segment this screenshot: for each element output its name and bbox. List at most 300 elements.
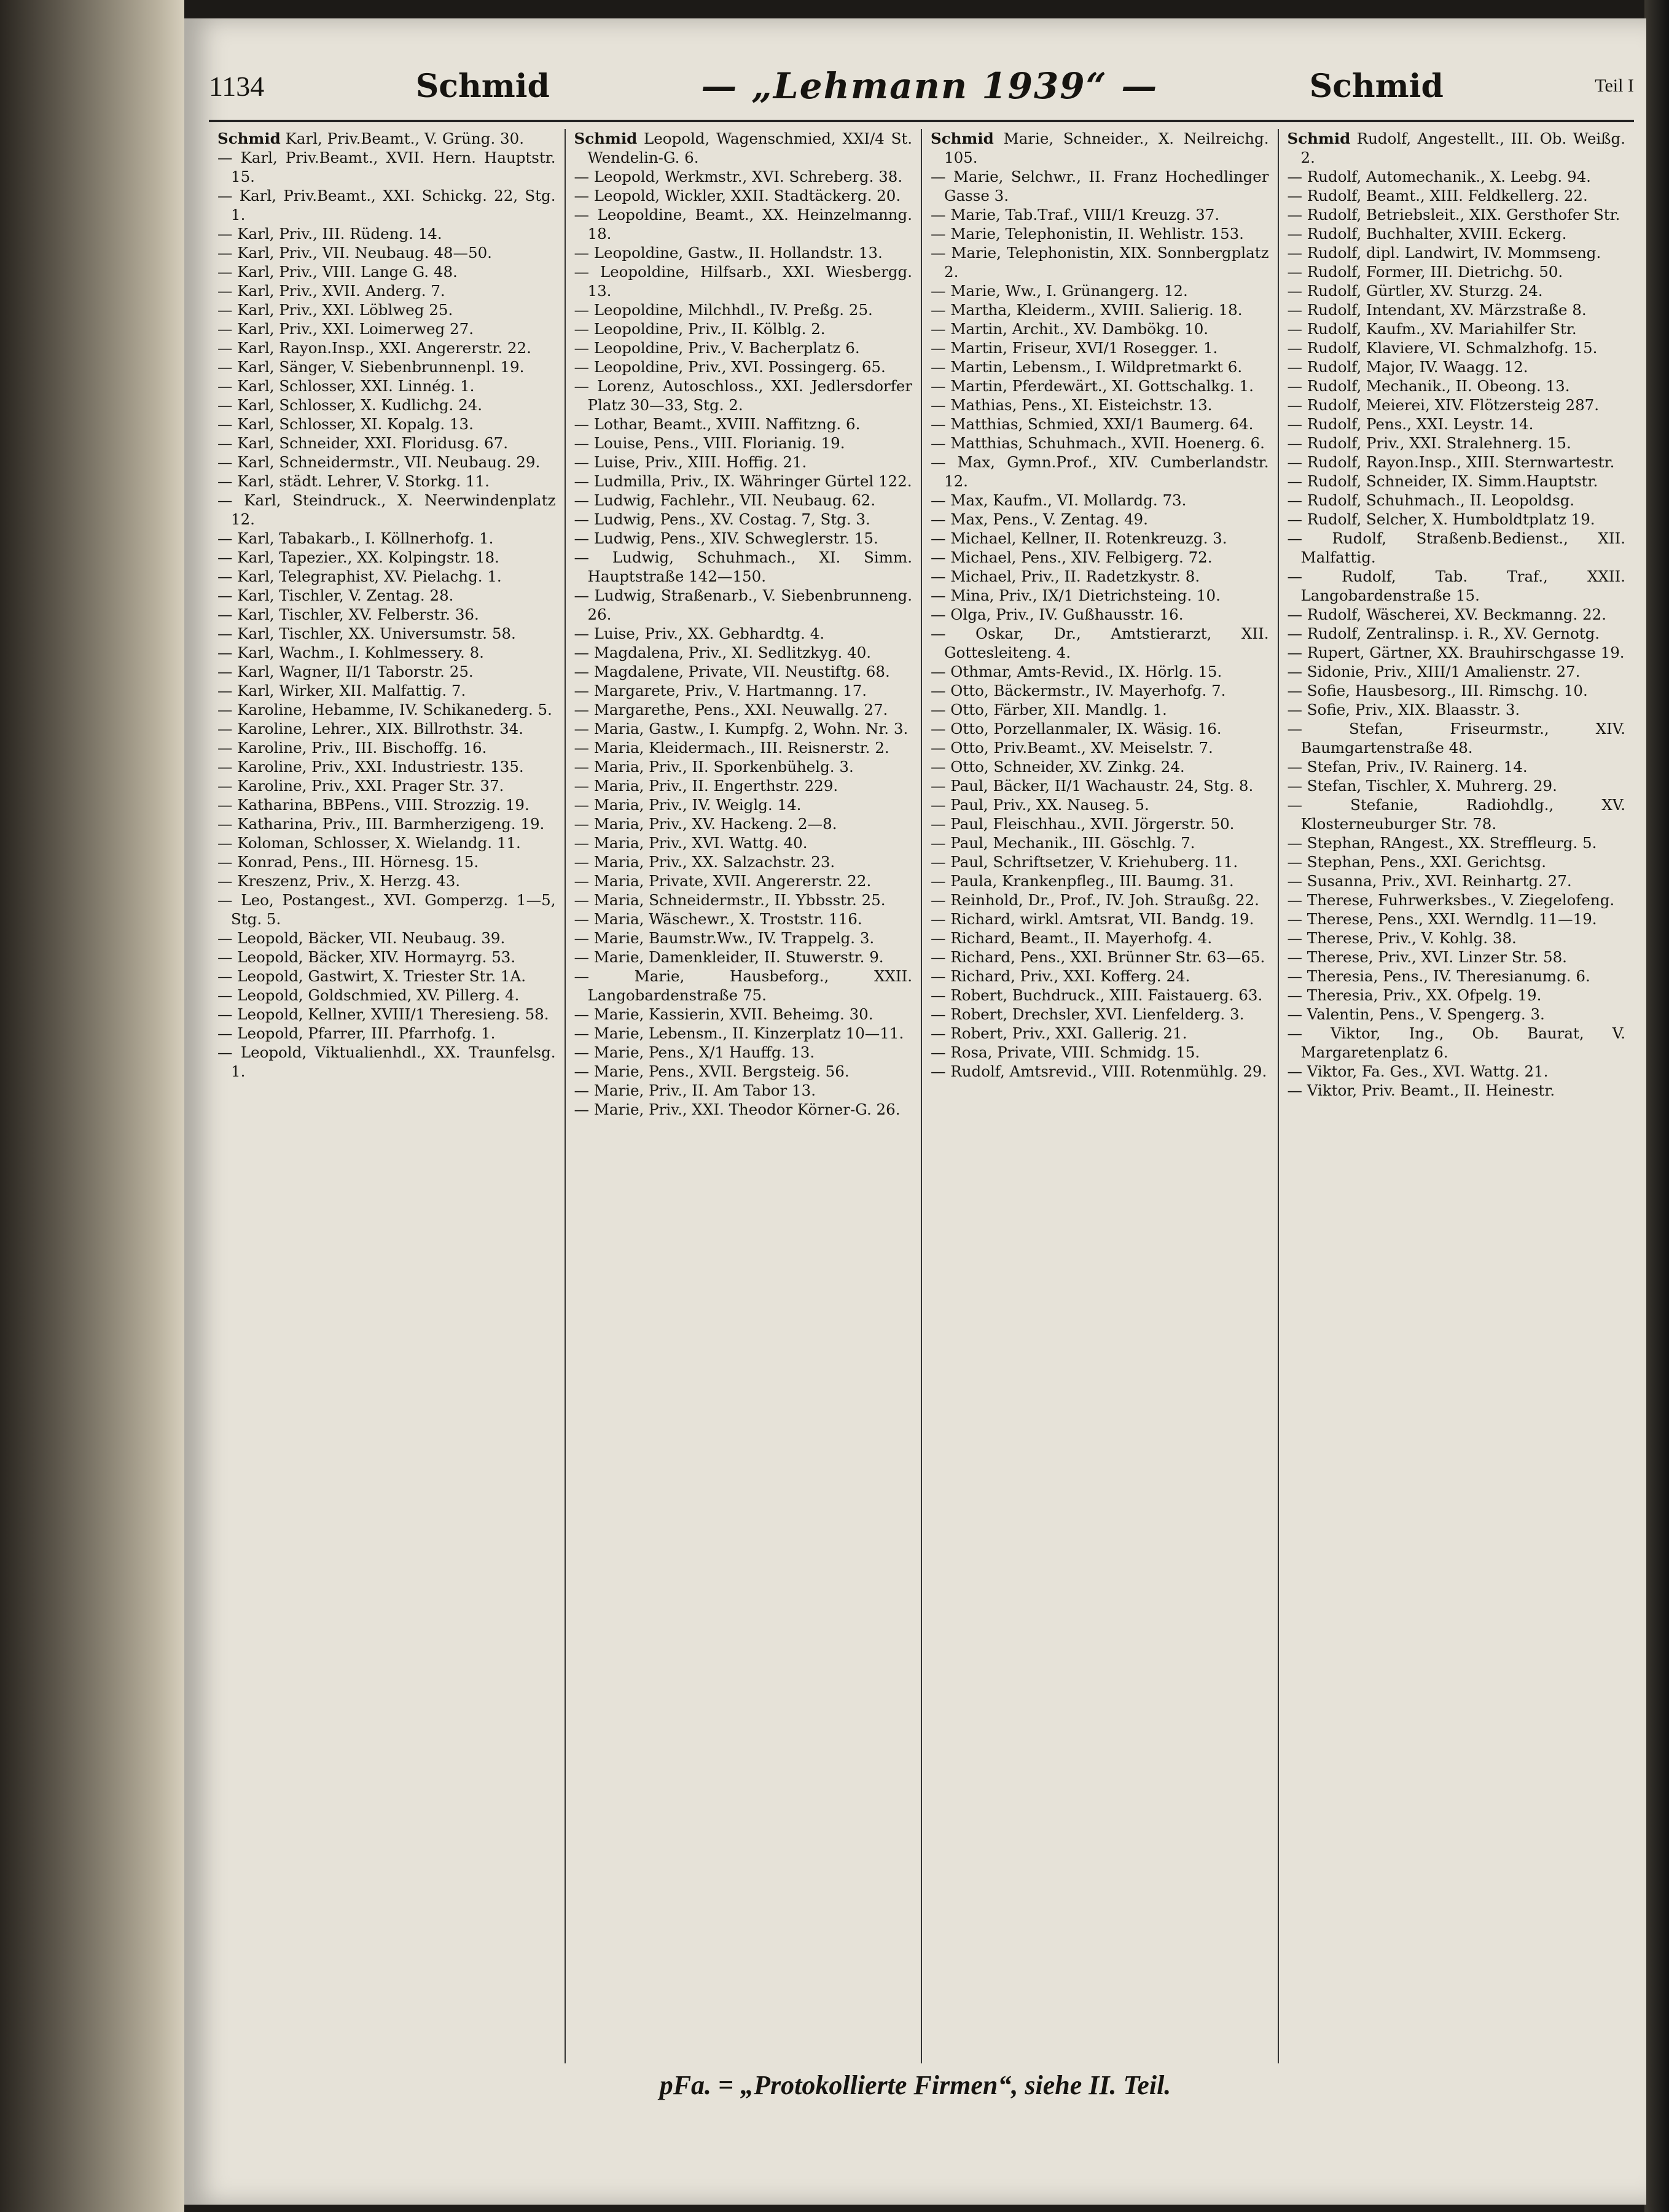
entry-text: — Karl, Rayon.Insp., XXI. Angererstr. 22. bbox=[217, 339, 531, 357]
directory-entry bbox=[931, 700, 1269, 719]
directory-entry bbox=[574, 434, 913, 453]
directory-entry bbox=[217, 491, 556, 529]
entry-text: — Martin, Friseur, XVI/1 Rosegger. 1. bbox=[931, 339, 1218, 357]
entry-text: — Rudolf, Mechanik., II. Obeong. 13. bbox=[1287, 377, 1570, 395]
entry-text: — Leopold, Bäcker, XIV. Hormayrg. 53. bbox=[217, 948, 516, 966]
directory-entry bbox=[217, 833, 556, 852]
directory-entry bbox=[574, 491, 913, 510]
directory-entry bbox=[1288, 319, 1626, 338]
directory-entry bbox=[931, 434, 1269, 453]
directory-entry bbox=[931, 624, 1269, 662]
entry-text: — Rudolf, Priv., XXI. Stralehnerg. 15. bbox=[1287, 434, 1571, 452]
directory-entry bbox=[1288, 948, 1626, 967]
entry-text: — Paul, Bäcker, II/1 Wachaustr. 24, Stg. 8. bbox=[931, 777, 1254, 795]
entry-text: — Richard, Beamt., II. Mayerhofg. 4. bbox=[931, 929, 1213, 947]
entry-text: — Otto, Schneider, XV. Zinkg. 24. bbox=[931, 758, 1185, 776]
directory-entry bbox=[931, 376, 1269, 395]
directory-entry bbox=[931, 757, 1269, 776]
entry-text: — Viktor, Fa. Ges., XVI. Wattg. 21. bbox=[1287, 1062, 1549, 1080]
entry-text: — Karl, Telegraphist, XV. Pielachg. 1. bbox=[217, 567, 502, 585]
directory-entry bbox=[574, 738, 913, 757]
directory-entry bbox=[217, 1043, 556, 1081]
directory-entry bbox=[574, 643, 913, 662]
directory-entry bbox=[931, 167, 1269, 205]
directory-entry bbox=[574, 205, 913, 243]
directory-entry bbox=[217, 986, 556, 1005]
entry-text: — Ludwig, Pens., XIV. Schweglerstr. 15. bbox=[574, 529, 878, 547]
entry-text: — Leopoldine, Gastw., II. Hollandstr. 13. bbox=[574, 244, 883, 262]
directory-entry bbox=[1288, 719, 1626, 757]
entry-text: — Karl, Tabakarb., I. Köllnerhofg. 1. bbox=[217, 529, 494, 547]
entry-text: — Leopoldine, Priv., V. Bacherplatz 6. bbox=[574, 339, 860, 357]
entry-text: — Rudolf, Amtsrevid., VIII. Rotenmühlg. 29. bbox=[931, 1062, 1267, 1080]
entry-text: — Katharina, BBPens., VIII. Strozzig. 19. bbox=[217, 796, 530, 814]
directory-entry bbox=[1288, 776, 1626, 795]
directory-entry bbox=[931, 1062, 1269, 1081]
directory-entry bbox=[217, 357, 556, 376]
entry-text: — Karl, Schneidermstr., VII. Neubaug. 29. bbox=[217, 453, 541, 471]
entry-text: — Maria, Priv., II. Engerthstr. 229. bbox=[574, 777, 838, 795]
directory-entry bbox=[1288, 929, 1626, 948]
directory-entry bbox=[217, 395, 556, 415]
directory-entry bbox=[931, 890, 1269, 909]
entry-text: — Luise, Priv., XX. Gebhardtg. 4. bbox=[574, 625, 825, 642]
directory-entry bbox=[217, 643, 556, 662]
directory-entry bbox=[1288, 567, 1626, 605]
directory-entry bbox=[1288, 434, 1626, 453]
directory-entry bbox=[217, 852, 556, 871]
entry-text: — Magdalene, Private, VII. Neustiftg. 68. bbox=[574, 663, 890, 680]
entry-text: — Marie, Selchwr., II. Franz Hochedlinger Gasse 3. bbox=[931, 168, 1269, 204]
entry-text: — Valentin, Pens., V. Spengerg. 3. bbox=[1287, 1005, 1545, 1023]
directory-entry bbox=[931, 205, 1269, 224]
entry-text: — Maria, Priv., XVI. Wattg. 40. bbox=[574, 834, 808, 852]
book-spine bbox=[0, 0, 184, 2212]
directory-entry bbox=[574, 338, 913, 357]
directory-entry bbox=[574, 890, 913, 909]
directory-entry bbox=[574, 662, 913, 681]
entry-text: — Paula, Krankenpfleg., III. Baumg. 31. bbox=[931, 872, 1234, 890]
directory-entry bbox=[217, 472, 556, 491]
directory-entry bbox=[1288, 262, 1626, 281]
entry-text: — Marie, Priv., II. Am Tabor 13. bbox=[574, 1081, 816, 1099]
entry-text: — Ludwig, Schuhmach., XI. Simm. Hauptstraße 142—150. bbox=[574, 548, 912, 585]
entry-text: — Rudolf, Beamt., XIII. Feldkellerg. 22. bbox=[1287, 187, 1588, 204]
directory-entry bbox=[217, 757, 556, 776]
entry-text: — Paul, Fleischhau., XVII. Jörgerstr. 50. bbox=[931, 815, 1235, 833]
directory-entry bbox=[1288, 281, 1626, 300]
entry-text: — Therese, Pens., XXI. Werndlg. 11—19. bbox=[1287, 910, 1597, 928]
entry-text: — Rudolf, Straßenb.Bedienst., XII. Malfattig. bbox=[1287, 529, 1625, 566]
directory-entry bbox=[931, 529, 1269, 548]
directory-entry bbox=[574, 681, 913, 700]
entry-text: — Marie, Pens., XVII. Bergsteig. 56. bbox=[574, 1062, 850, 1080]
entry-text: — Marie, Kassierin, XVII. Beheimg. 30. bbox=[574, 1005, 874, 1023]
directory-entry bbox=[931, 395, 1269, 415]
directory-entry bbox=[931, 510, 1269, 529]
directory-entry bbox=[574, 472, 913, 491]
entry-text: — Otto, Porzellanmaler, IX. Wäsig. 16. bbox=[931, 720, 1222, 738]
entry-text: — Otto, Färber, XII. Mandlg. 1. bbox=[931, 701, 1167, 719]
directory-entry bbox=[217, 262, 556, 281]
directory-entry bbox=[574, 795, 913, 814]
entry-text: — Maria, Priv., IV. Weiglg. 14. bbox=[574, 796, 802, 814]
entry-text: — Rudolf, Buchhalter, XVIII. Eckerg. bbox=[1287, 225, 1567, 243]
entry-text: — Leopoldine, Hilfsarb., XXI. Wiesbergg. 13. bbox=[574, 263, 912, 300]
directory-entry bbox=[1288, 986, 1626, 1005]
directory-entry bbox=[1288, 967, 1626, 986]
entry-text: — Marie, Baumstr.Ww., IV. Trappelg. 3. bbox=[574, 929, 875, 947]
directory-entry bbox=[574, 548, 913, 586]
directory-entry bbox=[931, 852, 1269, 871]
entry-text: — Leo, Postangest., XVI. Gomperzg. 1—5, Stg. 5. bbox=[217, 891, 556, 928]
directory-entry bbox=[217, 567, 556, 586]
entry-text: Leopold, Wagenschmied, XXI/4 St. Wendelin-G. 6. bbox=[587, 130, 912, 166]
directory-entry bbox=[217, 719, 556, 738]
running-head-left: Schmid bbox=[415, 67, 550, 105]
entry-text: — Koloman, Schlosser, X. Wielandg. 11. bbox=[217, 834, 521, 852]
entry-text: — Paul, Mechanik., III. Göschlg. 7. bbox=[931, 834, 1195, 852]
directory-entry bbox=[1288, 300, 1626, 319]
entry-text: — Lorenz, Autoschloss., XXI. Jedlersdorfer Platz 30—33, Stg. 2. bbox=[574, 377, 912, 414]
column-3 bbox=[922, 129, 1279, 2063]
directory-entry bbox=[217, 795, 556, 814]
entry-text: — Maria, Private, XVII. Angererstr. 22. bbox=[574, 872, 872, 890]
entry-text: — Karl, Tischler, V. Zentag. 28. bbox=[217, 586, 454, 604]
entry-text: — Leopold, Gastwirt, X. Triester Str. 1A. bbox=[217, 967, 526, 985]
entry-text: — Kreszenz, Priv., X. Herzg. 43. bbox=[217, 872, 461, 890]
entry-text: — Leopold, Viktualienhdl., XX. Traunfelsg. 1. bbox=[217, 1043, 556, 1080]
entry-text: — Luise, Priv., XIII. Hoffig. 21. bbox=[574, 453, 807, 471]
entry-text: — Rudolf, Rayon.Insp., XIII. Sternwartestr. bbox=[1287, 453, 1615, 471]
directory-entry bbox=[1288, 852, 1626, 871]
entry-text: — Marie, Pens., X/1 Hauffg. 13. bbox=[574, 1043, 815, 1061]
directory-entry bbox=[217, 624, 556, 643]
directory-entry bbox=[1288, 453, 1626, 472]
entry-text: — Maria, Kleidermach., III. Reisnerstr. 2. bbox=[574, 739, 889, 757]
entry-text: — Katharina, Priv., III. Barmherzigeng. 19. bbox=[217, 815, 545, 833]
directory-entry bbox=[1288, 510, 1626, 529]
entry-text: — Rudolf, Zentralinsp. i. R., XV. Gernotg. bbox=[1287, 625, 1600, 642]
entry-text: — Marie, Telephonistin, II. Wehlistr. 153. bbox=[931, 225, 1244, 243]
entry-text: — Stefan, Priv., IV. Rainerg. 14. bbox=[1287, 758, 1528, 776]
entry-text: Rudolf, Angestellt., III. Ob. Weißg. 2. bbox=[1300, 130, 1625, 166]
entry-text: — Leopoldine, Beamt., XX. Heinzelmanng. 18. bbox=[574, 206, 912, 243]
entry-text: — Karl, Schneider, XXI. Floridusg. 67. bbox=[217, 434, 509, 452]
directory-entry bbox=[574, 776, 913, 795]
entry-text: — Rudolf, Former, III. Dietrichg. 50. bbox=[1287, 263, 1563, 281]
directory-entry bbox=[1288, 529, 1626, 567]
page-number: 1134 bbox=[209, 70, 265, 102]
page-header bbox=[209, 61, 1634, 111]
entry-text: — Karl, Priv., III. Rüdeng. 14. bbox=[217, 225, 442, 243]
entry-text: — Michael, Pens., XIV. Felbigerg. 72. bbox=[931, 548, 1213, 566]
entry-text: — Leopoldine, Priv., II. Kölblg. 2. bbox=[574, 320, 826, 338]
entry-text: — Rudolf, Pens., XXI. Leystr. 14. bbox=[1287, 415, 1534, 433]
directory-entry bbox=[1288, 624, 1626, 643]
entry-text: — Karoline, Lehrer., XIX. Billrothstr. 34. bbox=[217, 720, 524, 738]
directory-entry bbox=[1288, 833, 1626, 852]
entry-text: — Karl, Wagner, II/1 Taborstr. 25. bbox=[217, 663, 474, 680]
directory-entry bbox=[574, 510, 913, 529]
entry-text: — Karl, Steindruck., X. Neerwindenplatz 12. bbox=[217, 491, 556, 528]
directory-entry bbox=[217, 148, 556, 186]
entry-text: — Leopold, Wickler, XXII. Stadtäckerg. 20. bbox=[574, 187, 901, 204]
directory-entry bbox=[217, 243, 556, 262]
directory-entry bbox=[574, 1005, 913, 1024]
directory-entry bbox=[931, 357, 1269, 376]
directory-entry bbox=[1288, 338, 1626, 357]
directory-entry bbox=[574, 967, 913, 1005]
directory-entry bbox=[931, 586, 1269, 605]
directory-entry bbox=[217, 814, 556, 833]
directory-entry bbox=[931, 681, 1269, 700]
entry-text: — Ludmilla, Priv., IX. Währinger Gürtel 122. bbox=[574, 472, 912, 490]
entry-text: — Rudolf, Selcher, X. Humboldtplatz 19. bbox=[1287, 510, 1595, 528]
entry-text: — Sidonie, Priv., XIII/1 Amalienstr. 27. bbox=[1287, 663, 1581, 680]
directory-entry bbox=[931, 491, 1269, 510]
entry-text: — Karoline, Priv., XXI. Prager Str. 37. bbox=[217, 777, 504, 795]
directory-entry bbox=[574, 814, 913, 833]
entry-text: — Theresia, Pens., IV. Theresianumg. 6. bbox=[1287, 967, 1590, 985]
directory-entry bbox=[217, 129, 556, 148]
directory-entry bbox=[217, 415, 556, 434]
directory-entry bbox=[931, 776, 1269, 795]
directory-entry bbox=[1288, 491, 1626, 510]
directory-entry bbox=[574, 1081, 913, 1100]
footer-note: pFa. = „Protokollierte Firmen“, siehe II. Teil. bbox=[659, 2070, 1171, 2100]
directory-entry bbox=[931, 967, 1269, 986]
entry-text: — Leopoldine, Priv., XVI. Possingerg. 65. bbox=[574, 358, 886, 376]
entry-text: — Matthias, Schuhmach., XVII. Hoenerg. 6. bbox=[931, 434, 1265, 452]
entry-text: — Karl, Schlosser, XI. Kopalg. 13. bbox=[217, 415, 474, 433]
directory-entry bbox=[574, 262, 913, 300]
directory-entry bbox=[1288, 700, 1626, 719]
entry-text: — Karl, Priv.Beamt., XVII. Hern. Hauptstr. 15. bbox=[217, 149, 556, 185]
entry-text: — Karoline, Priv., III. Bischoffg. 16. bbox=[217, 739, 487, 757]
entry-text: — Louise, Pens., VIII. Florianig. 19. bbox=[574, 434, 845, 452]
entry-text: — Ludwig, Fachlehr., VII. Neubaug. 62. bbox=[574, 491, 876, 509]
column-1 bbox=[209, 129, 566, 2063]
entry-text: — Karoline, Hebamme, IV. Schikanederg. 5. bbox=[217, 701, 552, 719]
entry-text: — Stefan, Friseurmstr., XIV. Baumgartenstraße 48. bbox=[1287, 720, 1625, 757]
entry-text: — Leopold, Werkmstr., XVI. Schreberg. 38. bbox=[574, 168, 903, 185]
entry-text: — Marie, Ww., I. Grünangerg. 12. bbox=[931, 282, 1188, 300]
directory-entry bbox=[931, 548, 1269, 567]
directory-entry bbox=[931, 662, 1269, 681]
entry-text: — Maria, Priv., II. Sporkenbühelg. 3. bbox=[574, 758, 854, 776]
entry-text: — Michael, Priv., II. Radetzkystr. 8. bbox=[931, 567, 1200, 585]
entry-text: — Martin, Lebensm., I. Wildpretmarkt 6. bbox=[931, 358, 1243, 376]
directory-entry bbox=[574, 1024, 913, 1043]
directory-entry bbox=[574, 1100, 913, 1119]
entry-text: — Rudolf, Betriebsleit., XIX. Gersthofer Str. bbox=[1287, 206, 1620, 224]
entry-text: — Lothar, Beamt., XVIII. Naffitzng. 6. bbox=[574, 415, 861, 433]
directory-entry bbox=[1288, 1062, 1626, 1081]
directory-entry bbox=[217, 319, 556, 338]
entry-text: — Karl, Wachm., I. Kohlmessery. 8. bbox=[217, 644, 484, 661]
directory-entry bbox=[574, 1062, 913, 1081]
directory-entry bbox=[931, 453, 1269, 491]
directory-entry bbox=[931, 738, 1269, 757]
directory-entry bbox=[1288, 1081, 1626, 1100]
entry-text: — Rudolf, Klaviere, VI. Schmalzhofg. 15. bbox=[1287, 339, 1598, 357]
directory-entry bbox=[931, 415, 1269, 434]
directory-entry bbox=[1288, 357, 1626, 376]
column-2 bbox=[566, 129, 923, 2063]
directory-entry bbox=[574, 624, 913, 643]
entry-text: — Therese, Fuhrwerksbes., V. Ziegelofeng. bbox=[1287, 891, 1615, 909]
entry-text: — Karl, Schlosser, XXI. Linnég. 1. bbox=[217, 377, 475, 395]
entry-text: — Marie, Telephonistin, XIX. Sonnbergplatz 2. bbox=[931, 244, 1269, 281]
directory-entry bbox=[574, 357, 913, 376]
entry-text: — Karl, Priv., XXI. Löblweg 25. bbox=[217, 301, 453, 319]
entry-text: — Otto, Bäckermstr., IV. Mayerhofg. 7. bbox=[931, 682, 1226, 699]
entry-text: — Paul, Schriftsetzer, V. Kriehuberg. 11. bbox=[931, 853, 1238, 871]
entry-surname: Schmid bbox=[1287, 130, 1351, 147]
directory-entry bbox=[931, 814, 1269, 833]
directory-entry bbox=[217, 338, 556, 357]
directory-entry bbox=[1288, 376, 1626, 395]
entry-text: — Marie, Hausbeforg., XXII. Langobardenstraße 75. bbox=[574, 967, 912, 1004]
entry-text: — Karoline, Priv., XXI. Industriestr. 135. bbox=[217, 758, 524, 776]
directory-entry bbox=[217, 224, 556, 243]
entry-text: — Paul, Priv., XX. Nauseg. 5. bbox=[931, 796, 1149, 814]
entry-text: — Magdalena, Priv., XI. Sedlitzkyg. 40. bbox=[574, 644, 872, 661]
entry-text: — Martha, Kleiderm., XVIII. Salierig. 18. bbox=[931, 301, 1243, 319]
directory-entry bbox=[931, 319, 1269, 338]
directory-entry bbox=[1288, 871, 1626, 890]
directory-entry bbox=[217, 376, 556, 395]
directory-entry bbox=[217, 890, 556, 929]
entry-text: — Viktor, Priv. Beamt., II. Heinestr. bbox=[1287, 1081, 1555, 1099]
entry-columns bbox=[209, 129, 1634, 2063]
entry-text: — Marie, Lebensm., II. Kinzerplatz 10—11. bbox=[574, 1024, 904, 1042]
entry-text: — Oskar, Dr., Amtstierarzt, XII. Gottesleiteng. 4. bbox=[931, 625, 1269, 661]
directory-entry bbox=[1288, 205, 1626, 224]
directory-entry bbox=[574, 909, 913, 929]
directory-entry bbox=[574, 453, 913, 472]
directory-entry bbox=[1288, 643, 1626, 662]
directory-entry bbox=[931, 833, 1269, 852]
directory-entry bbox=[1288, 395, 1626, 415]
directory-entry bbox=[931, 986, 1269, 1005]
entry-text: — Karl, Wirker, XII. Malfattig. 7. bbox=[217, 682, 466, 699]
entry-text: — Sofie, Hausbesorg., III. Rimschg. 10. bbox=[1287, 682, 1588, 699]
entry-text: — Rudolf, Wäscherei, XV. Beckmanng. 22. bbox=[1287, 606, 1607, 623]
directory-entry bbox=[217, 776, 556, 795]
entry-text: — Karl, Tischler, XV. Felberstr. 36. bbox=[217, 606, 479, 623]
directory-entry bbox=[931, 871, 1269, 890]
directory-entry bbox=[574, 871, 913, 890]
directory-entry bbox=[931, 909, 1269, 929]
entry-text: — Maria, Wäschewr., X. Troststr. 116. bbox=[574, 910, 862, 928]
directory-entry bbox=[574, 243, 913, 262]
directory-entry bbox=[217, 1024, 556, 1043]
entry-text: — Maria, Gastw., I. Kumpfg. 2, Wohn. Nr. 3. bbox=[574, 720, 909, 738]
part-label: Teil I bbox=[1595, 76, 1634, 96]
directory-page bbox=[184, 18, 1646, 2205]
entry-text: — Rudolf, Schneider, IX. Simm.Hauptstr. bbox=[1287, 472, 1598, 490]
directory-entry bbox=[217, 948, 556, 967]
directory-entry bbox=[931, 1024, 1269, 1043]
directory-entry bbox=[1288, 757, 1626, 776]
directory-entry bbox=[217, 871, 556, 890]
directory-entry bbox=[574, 719, 913, 738]
directory-entry bbox=[931, 795, 1269, 814]
directory-entry bbox=[217, 186, 556, 224]
entry-text: — Leopold, Goldschmied, XV. Pillerg. 4. bbox=[217, 986, 520, 1004]
directory-entry bbox=[931, 1043, 1269, 1062]
directory-entry bbox=[217, 929, 556, 948]
entry-text: — Robert, Drechsler, XVI. Lienfelderg. 3. bbox=[931, 1005, 1245, 1023]
directory-entry bbox=[1288, 415, 1626, 434]
entry-text: — Stephan, RAngest., XX. Streffleurg. 5. bbox=[1287, 834, 1597, 852]
directory-entry bbox=[217, 662, 556, 681]
entry-text: — Maria, Priv., XX. Salzachstr. 23. bbox=[574, 853, 835, 871]
entry-text: — Max, Pens., V. Zentag. 49. bbox=[931, 510, 1148, 528]
directory-entry bbox=[931, 338, 1269, 357]
entry-text: — Rosa, Private, VIII. Schmidg. 15. bbox=[931, 1043, 1200, 1061]
directory-entry bbox=[574, 376, 913, 415]
entry-text: — Margarethe, Pens., XXI. Neuwallg. 27. bbox=[574, 701, 888, 719]
directory-entry bbox=[1288, 1005, 1626, 1024]
entry-text: — Max, Kaufm., VI. Mollardg. 73. bbox=[931, 491, 1187, 509]
directory-entry bbox=[217, 529, 556, 548]
directory-entry bbox=[1288, 909, 1626, 929]
entry-text: — Ludwig, Pens., XV. Costag. 7, Stg. 3. bbox=[574, 510, 870, 528]
directory-entry bbox=[931, 719, 1269, 738]
directory-entry bbox=[1288, 129, 1626, 167]
directory-entry bbox=[217, 453, 556, 472]
directory-entry bbox=[217, 548, 556, 567]
entry-text: — Rudolf, Gürtler, XV. Sturzg. 24. bbox=[1287, 282, 1543, 300]
entry-text: — Robert, Buchdruck., XIII. Faistauerg. 63. bbox=[931, 986, 1263, 1004]
publication-title: — „Lehmann 1939“ — bbox=[701, 65, 1159, 107]
directory-entry bbox=[1288, 795, 1626, 833]
directory-entry bbox=[931, 224, 1269, 243]
page-edge bbox=[1644, 0, 1669, 2212]
entry-text: — Richard, Priv., XXI. Kofferg. 24. bbox=[931, 967, 1190, 985]
directory-entry bbox=[931, 300, 1269, 319]
entry-text: — Ludwig, Straßenarb., V. Siebenbrunneng. 26. bbox=[574, 586, 912, 623]
directory-entry bbox=[574, 757, 913, 776]
entry-text: — Karl, städt. Lehrer, V. Storkg. 11. bbox=[217, 472, 490, 490]
directory-entry bbox=[1288, 167, 1626, 186]
directory-entry bbox=[574, 300, 913, 319]
entry-text: — Matthias, Schmied, XXI/1 Baumerg. 64. bbox=[931, 415, 1254, 433]
entry-text: — Olga, Priv., IV. Gußhausstr. 16. bbox=[931, 606, 1184, 623]
entry-text: — Robert, Priv., XXI. Gallerig. 21. bbox=[931, 1024, 1187, 1042]
entry-text: — Max, Gymn.Prof., XIV. Cumberlandstr. 12. bbox=[931, 453, 1269, 490]
entry-text: — Karl, Priv., VII. Neubaug. 48—50. bbox=[217, 244, 492, 262]
entry-text: — Richard, Pens., XXI. Brünner Str. 63—65. bbox=[931, 948, 1265, 966]
entry-text: — Leopold, Pfarrer, III. Pfarrhofg. 1. bbox=[217, 1024, 496, 1042]
entry-text: — Karl, Priv.Beamt., XXI. Schickg. 22, Stg. 1. bbox=[217, 187, 556, 224]
directory-entry bbox=[574, 586, 913, 624]
entry-text: — Leopold, Bäcker, VII. Neubaug. 39. bbox=[217, 929, 506, 947]
directory-entry bbox=[931, 567, 1269, 586]
directory-entry bbox=[931, 1005, 1269, 1024]
directory-entry bbox=[1288, 1024, 1626, 1062]
entry-text: — Martin, Archit., XV. Dambökg. 10. bbox=[931, 320, 1209, 338]
entry-text: — Susanna, Priv., XVI. Reinhartg. 27. bbox=[1287, 872, 1572, 890]
directory-entry bbox=[217, 681, 556, 700]
entry-text: — Rudolf, Schuhmach., II. Leopoldsg. bbox=[1287, 491, 1575, 509]
header-rule bbox=[209, 120, 1634, 122]
directory-entry bbox=[1288, 605, 1626, 624]
directory-entry bbox=[217, 281, 556, 300]
